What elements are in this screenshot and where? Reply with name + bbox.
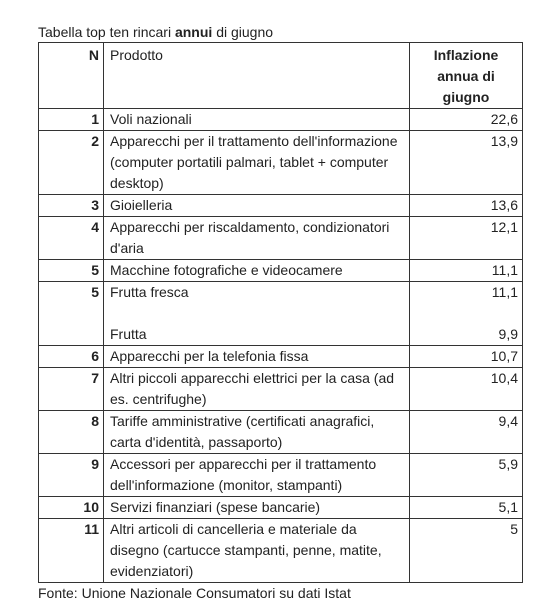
row-product: Apparecchi per la telefonia fissa [104, 346, 410, 368]
table-row [39, 131, 523, 195]
row-sub-value: 9,9 [498, 326, 518, 342]
source-footer: Fonte: Unione Nazionale Consumatori su dati Istat [38, 585, 351, 601]
row-value: 12,1 [410, 217, 523, 260]
row-product: Altri piccoli apparecchi elettrici per la casa (ad es. centrifughe) [104, 368, 410, 411]
row-value: 5,1 [410, 497, 523, 519]
row-product: Macchine fotografiche e videocamere [104, 260, 410, 282]
row-product: Frutta fresca [110, 284, 189, 300]
row-value: 13,6 [410, 195, 523, 217]
row-number: 3 [39, 195, 104, 217]
row-product: Apparecchi per il trattamento dell'informazione (computer portatili palmari, tablet + computer desktop) [104, 131, 410, 195]
table-caption [38, 23, 273, 41]
row-value: 22,6 [410, 109, 523, 131]
row-value: 11,1 [491, 284, 518, 300]
row-value: 9,4 [410, 411, 523, 454]
table-row [39, 260, 523, 282]
row-value: 10,4 [410, 368, 523, 411]
row-value: 13,9 [410, 131, 523, 195]
row-value-group [410, 282, 523, 346]
row-spacer [110, 303, 405, 324]
caption-bold: annui [174, 24, 213, 40]
header-product: Prodotto [104, 43, 410, 109]
row-number: 10 [39, 497, 104, 519]
inflation-table [38, 42, 523, 583]
row-number: 9 [39, 454, 104, 497]
table-row [39, 519, 523, 583]
row-value: 11,1 [410, 260, 523, 282]
table-row [39, 109, 523, 131]
row-number: 7 [39, 368, 104, 411]
row-spacer [414, 303, 518, 324]
row-number: 4 [39, 217, 104, 260]
row-product: Apparecchi per riscaldamento, condizionatori d'aria [104, 217, 410, 260]
row-product-group [104, 282, 410, 346]
row-sub-product: Frutta [110, 326, 147, 342]
row-product: Altri articoli di cancelleria e materiale da disegno (cartucce stampanti, penne, matite, evidenziatori) [104, 519, 410, 583]
table-row [39, 497, 523, 519]
table-row [39, 454, 523, 497]
row-product: Servizi finanziari (spese bancarie) [104, 497, 410, 519]
row-product: Gioielleria [104, 195, 410, 217]
header-inflation: Inflazione annua di giugno [410, 43, 523, 109]
row-number: 1 [39, 109, 104, 131]
row-number: 5 [39, 282, 104, 346]
header-n: N [39, 43, 104, 109]
table-row [39, 282, 523, 346]
row-product: Tariffe amministrative (certificati anagrafici, carta d'identità, passaporto) [104, 411, 410, 454]
row-value: 5,9 [410, 454, 523, 497]
row-product: Voli nazionali [104, 109, 410, 131]
row-value: 5 [410, 519, 523, 583]
row-value: 10,7 [410, 346, 523, 368]
row-product: Accessori per apparecchi per il trattamento dell'informazione (monitor, stampanti) [104, 454, 410, 497]
table-row [39, 368, 523, 411]
table-row [39, 346, 523, 368]
table-header-row [39, 43, 523, 109]
row-number: 11 [39, 519, 104, 583]
caption-text-end: di giugno [212, 24, 274, 40]
table-row [39, 217, 523, 260]
table-row [39, 411, 523, 454]
row-number: 2 [39, 131, 104, 195]
caption-text: Tabella top ten rincari [38, 24, 175, 40]
table-row [39, 195, 523, 217]
row-number: 6 [39, 346, 104, 368]
row-number: 8 [39, 411, 104, 454]
row-number: 5 [39, 260, 104, 282]
